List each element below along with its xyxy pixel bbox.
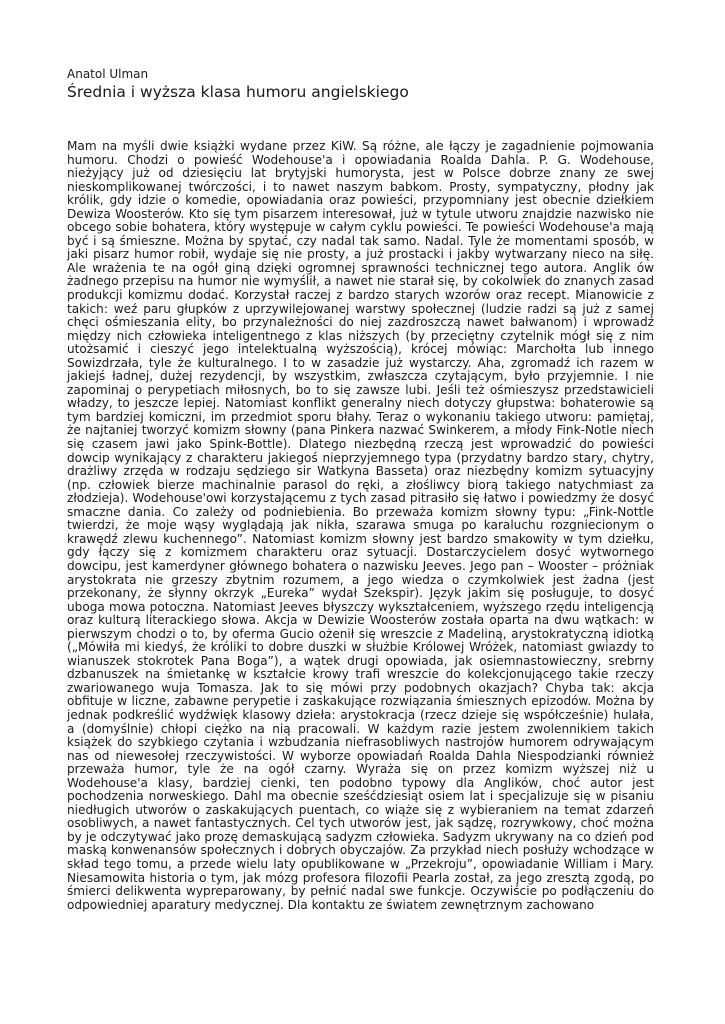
article-title: Średnia i wyższa klasa humoru angielskiego: [67, 83, 409, 101]
document-page: [67, 66, 654, 924]
author-name: Anatol Ulman: [67, 67, 149, 81]
article-body: Mam na myśli dwie książki wydane przez KiW. Są różne, ale łączy je zagadnienie pojmowania humoru. Chodzi o powieść Wodehouse'a i opowiadania Roalda Dahla. P. G. Wodehouse, nieżyjący już od dziesięciu lat brytyjski humorysta, jest w Polsce dobrze znany ze swej nieskomplikowanej twórczości, i to nawet naszym babkom. Prosty, sympatyczny, płodny jak królik, gdy idzie o komedie, opowiadania oraz powieści, przypomniany jest obecnie dziełkiem Dewiza Woosterów. Kto się tym pisarzem interesował, już w tytule utworu znajdzie nazwisko nie obcego sobie bohatera, który występuje w całym cyklu powieści. Te powieści Wodehouse'a mają być i są śmieszne. Można by spytać, czy nadal tak samo. Nadal. Tyle że momentami sposób, w jaki pisarz humor robił, wydaje się nie prosty, a już prostacki i jakby wytwarzany nieco na siłę. Ale wrażenia te na ogół giną dzięki ogromnej sprawności technicznej tego autora. Anglik ów żadnego przepisu na humor nie wymyślił, a nawet nie starał się, by cokolwiek do znanych zasad produkcji komizmu dodać. Korzystał raczej z bardzo starych wzorów oraz recept. Mianowicie z takich: weź paru głupków z uprzywilejowanej warstwy społecznej (ludzie radzi są już z samej chęci ośmieszania elity, bo przynależności do niej zazdroszczą nawet bałwanom) i wprowadź między nich człowieka inteligentnego z klas niższych (by przeciętny czytelnik mógł się z nim utożsamić i cieszyć jego intelektualną wyższością), krócej mówiąc: Marchołta lub innego Sowizdrzała, tyle że kulturalnego. I to w zasadzie już wystarczy. Aha, zgromadź ich razem w jakiejś ładnej, dużej rezydencji, by wszystkim, zwłaszcza czytającym, było przyjemnie. I nie zapominaj o perypetiach miłosnych, bo to się zawsze lubi. Jeśli też ośmieszysz przedstawicieli władzy, to jeszcze lepiej. Natomiast konflikt generalny niech dotyczy głupstwa: bohaterowie są tym bardziej komiczni, im przedmiot sporu błahy. Teraz o wykonaniu takiego utworu: pamiętaj, że najtaniej tworzyć komizm słowny (pana Pinkera nazwać Swinkerem, a młody Fink-Notle niech się czasem jawi jako Spink-Bottle). Dlatego niezbędną rzeczą jest wprowadzić do powieści dowcip wynikający z charakteru jakiegoś nieprzyjemnego typa (przydatny bardzo stary, chytry, drażliwy zrzęda w rodzaju sędziego sir Watkyna Basseta) oraz niezbędny komizm sytuacyjny (np. człowiek bierze machinalnie parasol do ręki, a złośliwcy biorą takiego natychmiast za złodzieja). Wodehouse'owi korzystającemu z tych zasad pitrasiło się łatwo i powiedzmy że dosyć smaczne dania. Co zależy od podniebienia. Bo przeważa komizm słowny typu: „Fink-Nottle twierdzi, że moje wąsy wyglądają jak nikła, szarawa smuga po karaluchu rozgniecionym o krawędź zlewu kuchennego”. Natomiast komizm słowny jest bardzo smakowity w tym dziełku, gdy łączy się z komizmem charakteru oraz sytuacji. Dostarczycielem dosyć wytwornego dowcipu, jest kamerdyner głównego bohatera o nazwisku Jeeves. Jego pan – Wooster – próżniak arystokrata nie grzeszy zbytnim rozumem, a jego wiedza o czymkolwiek jest żadna (jest przekonany, że słynny okrzyk „Eureka” wydał Szekspir). Język jakim się posługuje, to dosyć uboga mowa potoczna. Natomiast Jeeves błyszczy wykształceniem, wyższego rzędu inteligencją oraz kulturą literackiego słowa. Akcja w Dewizie Woosterów została oparta na dwu wątkach: w pierwszym chodzi o to, by oferma Gucio ożenił się wreszcie z Madeliną, arystokratyczną idiotką („Mówiła mi kiedyś, że króliki to dobre duszki w służbie Królowej Wróżek, natomiast gwiazdy to wianuszek stokrotek Pana Boga”), a wątek drugi opowiada, jak osiemnastowieczny, srebrny dzbanuszek na śmietankę w kształcie krowy trafi wreszcie do kolekcjonującego takie rzeczy zwariowanego wuja Tomasza. Jak to się mówi przy podobnych okazjach? Chyba tak: akcja obfituje w liczne, zabawne perypetie i zaskakujące rozwiązania śmiesznych epizodów. Można by jednak podkreślić wydźwięk klasowy dzieła: arystokracja (rzecz dzieje się współcześnie) hulała, a (domyślnie) chłopi ciężko na nią pracowali. W każdym razie jestem zwolennikiem takich książek do szybkiego czytania i wzbudzania niefrasobliwych nastrojów humorem odrywającym nas od niewesołej rzeczywistości. W wyborze opowiadań Roalda Dahla Niespodzianki również przeważa humor, tyle że na ogół czarny. Wyraża się on przez komizm wyższej niż u Wodehouse'a klasy, bardziej cienki, ten podobno typowy dla Anglików, choć autor jest pochodzenia norweskiego. Dahl ma obecnie sześćdziesiąt osiem lat i specjalizuje się w pisaniu niedługich utworów o zaskakujących puentach, co wiąże się z wybieraniem na temat zdarzeń osobliwych, a nawet fantastycznych. Cel tych utworów jest, jak sądzę, rozrywkowy, choć można by je odczytywać jako prozę demaskującą sadyzm człowieka. Sadyzm ukrywany na co dzień pod maską konwenansów społecznych i dobrych obyczajów. Za przykład niech posłuży wchodzące w skład tego tomu, a przede wielu laty opublikowane w „Przekroju”, opowiadanie William i Mary. Niesamowita historia o tym, jak mózg profesora filozofii Pearla został, za jego zresztą zgodą, po śmierci delikwenta wypreparowany, by pełnić nadal swe funkcje. Oczywiście po podłączeniu do odpowiedniej aparatury medycznej. Dla kontaktu ze światem zewnętrznym zachowano: [67, 139, 654, 912]
